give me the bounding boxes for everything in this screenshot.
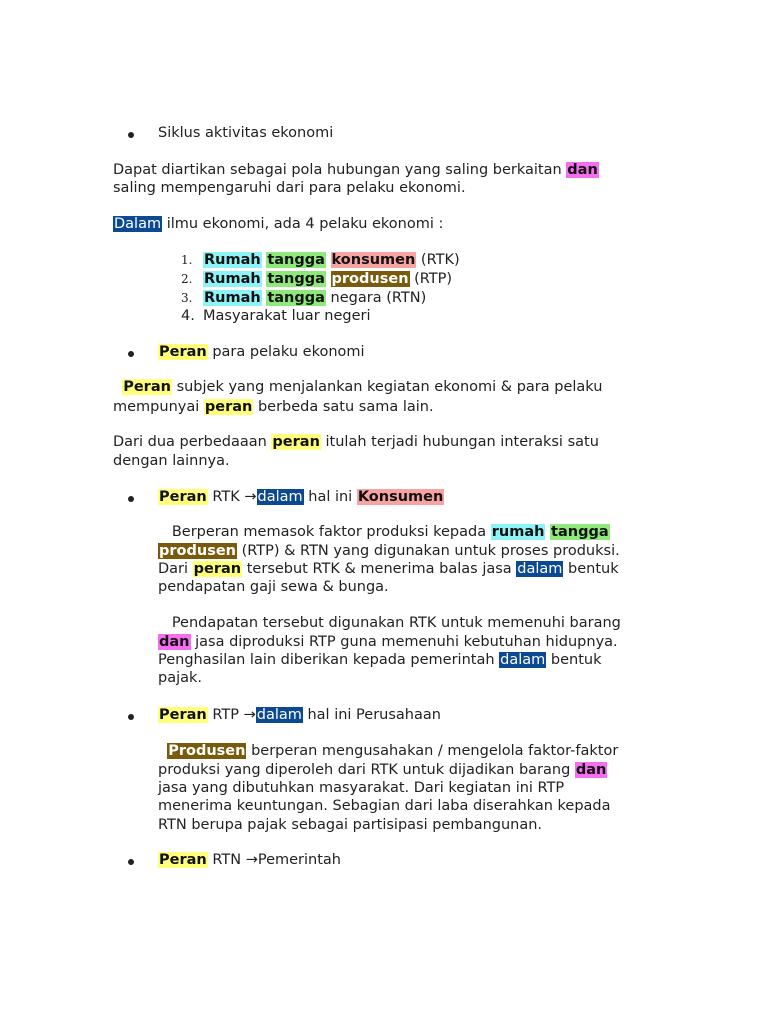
bullet-dot — [128, 496, 134, 502]
heading-text: Siklus aktivitas ekonomi — [158, 125, 334, 141]
list-item: 4. Masyarakat luar negeri — [181, 308, 371, 324]
bullet-dot — [128, 859, 134, 865]
bullet-dot — [128, 714, 134, 720]
arrow-right-icon: → — [245, 852, 258, 868]
arrow-right-icon: → — [244, 489, 257, 505]
document-page: Siklus aktivitas ekonomi Dapat diartikan sebagai pola hubungan yang saling berkaitan dan saling mempengaruhi dari para pelaku ekonomi. Dalam ilmu ekonomi, ada 4 pelaku ekonomi : 1. Rumah tangga konsumen (RTK) 2. Rumah tangga produsen (RTP) 3. Rumah tangga negara (RTN) 4. Masyarakat luar negeri Peran para pelaku ekonomi Peran subjek yang menjalankan kegiatan ekonomi & para pelaku mempunyai peran berbeda satu sama lain. Dari dua perbedaaan peran itulah terjadi hubungan interaksi satu dengan lainnya. Peran RTK →dalam hal ini Konsumen Berperan memasok faktor produksi kepada rumah tangga produsen (RTP) & RTN yang digunakan untuk proses produksi. Dari peran tersebut RTK & menerima balas jasa dalam bentuk pendapatan gaji sewa & bunga. Pendapatan tersebut digunakan RTK untuk memenuhi barang dan jasa diproduksi RTP guna memenuhi kebutuhan hidupnya. Penghasilan lain diberikan kepada pemerintah dalam bentuk pajak. Peran RTP →dalam hal ini Perusahaan Produsen berperan mengusahakan / mengelola faktor-faktor produksi yang diperoleh dari RTK untuk dijadikan barang dan jasa yang dibutuhkan masyarakat. Dari kegiatan ini RTP menerima keuntungan. Sebagian dari laba diserahkan kepada RTN berupa pajak sebagai partisipasi pembangunan. Peran RTN →Pemerintah — [0, 0, 768, 1024]
highlight-dan: dan — [567, 162, 598, 178]
bullet-dot — [128, 351, 134, 357]
arrow-right-icon: → — [243, 707, 256, 723]
list-item: 3. Rumah tangga negara (RTN) — [181, 290, 427, 306]
highlight-peran: Peran — [159, 344, 207, 360]
highlight-dalam: Dalam — [114, 216, 162, 232]
list-item: 1. Rumah tangga konsumen (RTK) — [181, 252, 460, 268]
bullet-dot — [128, 132, 134, 138]
list-item: 2. Rumah tangga produsen (RTP) — [181, 271, 453, 287]
